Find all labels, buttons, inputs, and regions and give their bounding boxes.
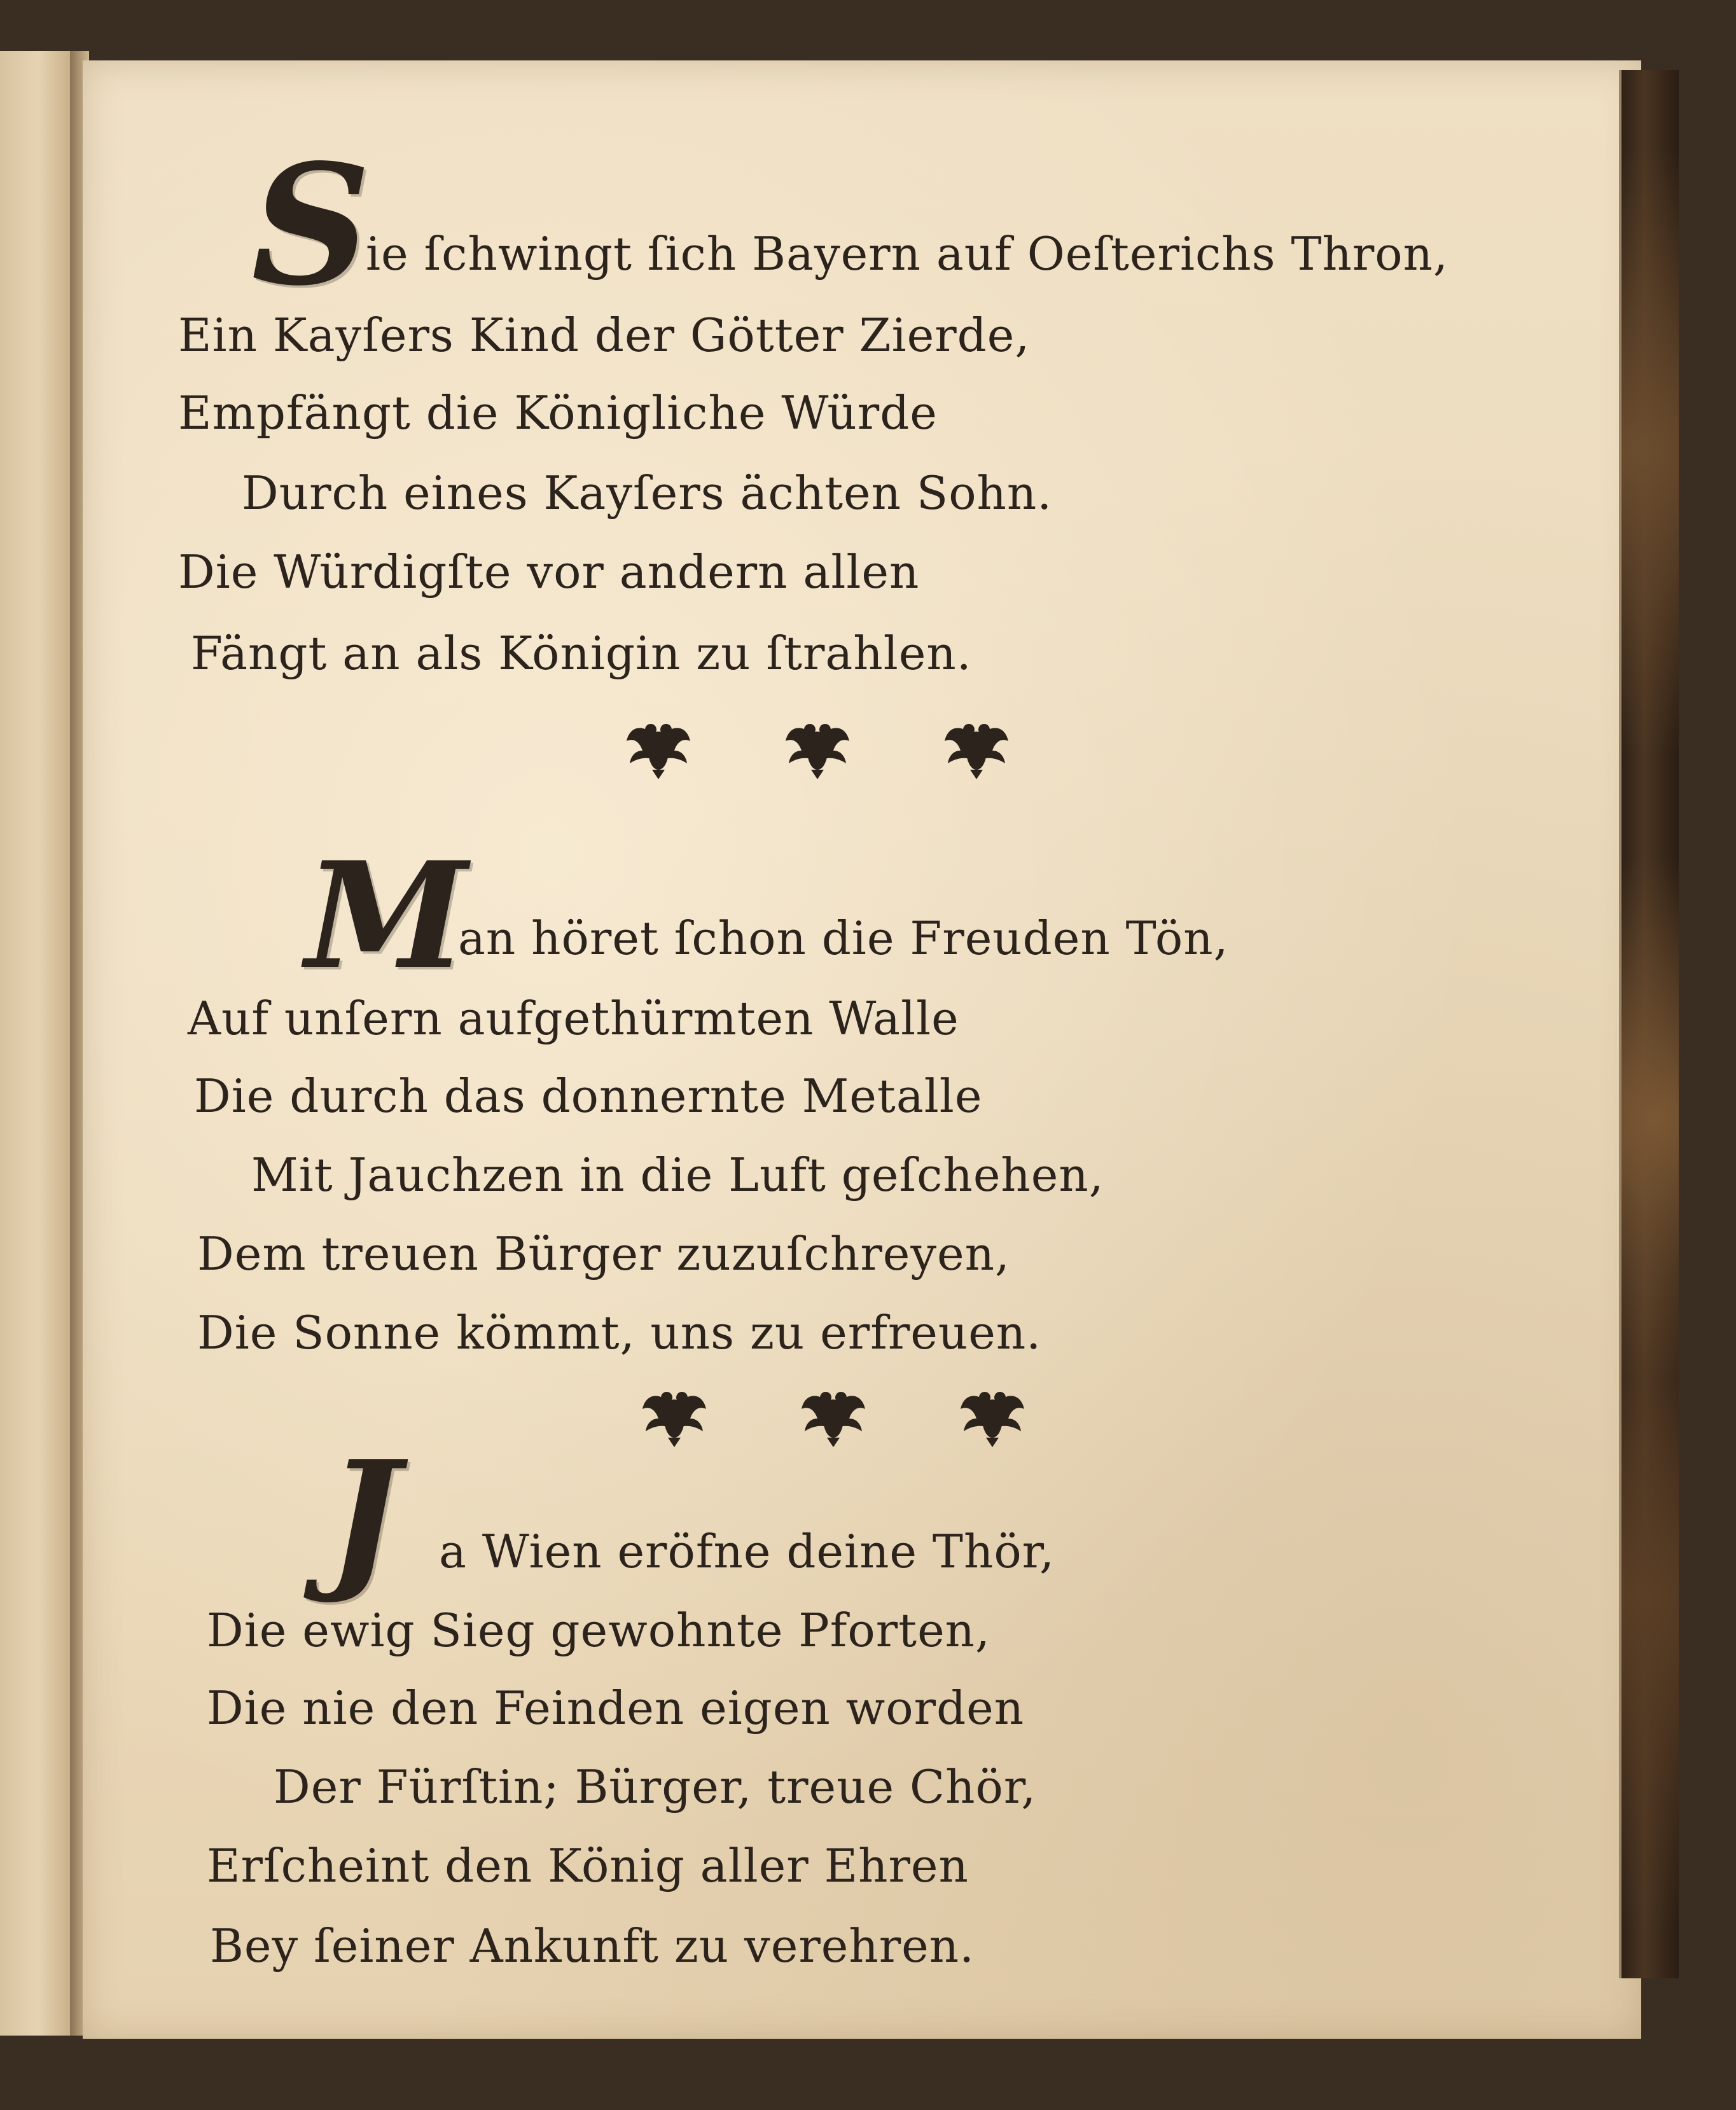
drop-cap-m: M bbox=[305, 830, 468, 1002]
verse-line: Ein Kayſers Kind der Götter Zierde, bbox=[178, 309, 1031, 362]
verse-line: Durch eines Kayſers ächten Sohn. bbox=[242, 466, 1053, 520]
verse-line: Fängt an als Königin zu ſtrahlen. bbox=[191, 627, 972, 680]
stanza-2 bbox=[83, 767, 1609, 1359]
verse-line: Auf unſern aufgethürmten Walle bbox=[188, 992, 959, 1045]
verse-line: Mit Jauchzen in die Luft geſchehen, bbox=[251, 1148, 1104, 1202]
verse-line: Die durch das donnernte Metalle bbox=[194, 1069, 983, 1123]
stanza-1 bbox=[83, 60, 1609, 697]
verse-line: Der Fürſtin; Bürger, treue Chör, bbox=[274, 1760, 1037, 1814]
verse-line: ie ſchwingt ſich Bayern auf Oeſterichs Thron, bbox=[366, 227, 1448, 281]
verse-line: Die ewig Sieg gewohnte Pforten, bbox=[207, 1604, 990, 1657]
verse-line: an höret ſchon die Freuden Tön, bbox=[458, 912, 1229, 965]
verse-line: Die Würdigſte vor andern allen bbox=[178, 545, 920, 599]
verse-line: Erſcheint den König aller Ehren bbox=[207, 1839, 969, 1892]
drop-cap-j: J bbox=[328, 1427, 400, 1607]
verse-line: Die Sonne kömmt, uns zu erfreuen. bbox=[197, 1306, 1042, 1359]
book-page bbox=[83, 60, 1641, 2039]
verse-line: Bey ſeiner Ankunft zu verehren. bbox=[210, 1919, 975, 1973]
verse-line: Dem treuen Bürger zuzuſchreyen, bbox=[197, 1227, 1010, 1281]
ornament-row-2 bbox=[639, 1384, 1027, 1447]
double-headed-eagle-icon bbox=[639, 1384, 709, 1447]
verse-line: Die nie den Feinden eigen worden bbox=[207, 1681, 1025, 1735]
stanza-3 bbox=[83, 1427, 1609, 2013]
book-binding-edge bbox=[1619, 70, 1679, 1978]
facing-page-edge bbox=[0, 51, 72, 2036]
verse-line: a Wien eröfne deine Thör, bbox=[439, 1525, 1055, 1578]
double-headed-eagle-icon bbox=[957, 1384, 1027, 1447]
verse-line: Empfängt die Königliche Würde bbox=[178, 386, 938, 440]
double-headed-eagle-icon bbox=[798, 1384, 868, 1447]
drop-cap-s: S bbox=[251, 128, 371, 323]
